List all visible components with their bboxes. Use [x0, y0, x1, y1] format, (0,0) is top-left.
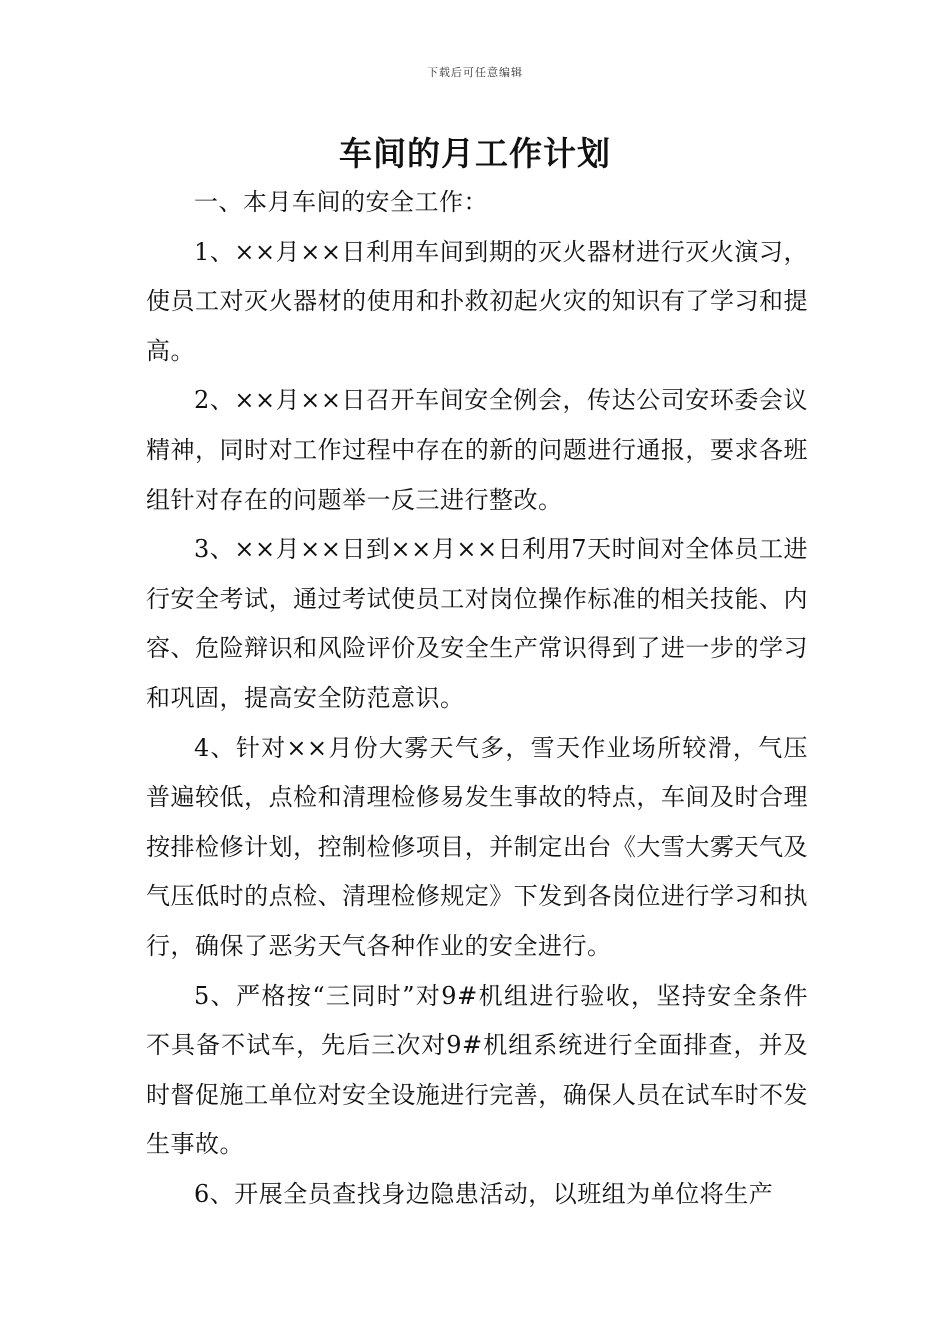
paragraph-item-3: 3、××月××日到××月××日利用7天时间对全体员工进行安全考试，通过考试使员工对岗位操作标准的相关技能、内容、危险辩识和风险评价及安全生产常识得到了进一步的学习和巩固，提高安全防范意识。	[146, 535, 808, 712]
section-heading-safety: 一、本月车间的安全工作：	[194, 188, 488, 216]
paragraph-item-6: 6、开展全员查找身边隐患活动，以班组为单位将生产	[194, 1179, 774, 1208]
paragraph-item-4: 4、针对××月份大雾天气多，雪天作业场所较滑，气压普遍较低，点检和清理检修易发生事故的特点，车间及时合理按排检修计划，控制检修项目，并制定出台《大雪大雾天气及气压低时的点检、清理检修规定》下发到各岗位进行学习和执行，确保了恶劣天气各种作业的安全进行。	[146, 733, 808, 960]
document-body	[146, 178, 808, 1219]
paragraph-item-5: 5、严格按“三同时”对9#机组进行验收，坚持安全条件不具备不试车，先后三次对9#机组系统进行全面排查，并及时督促施工单位对安全设施进行完善，确保人员在试车时不发生事故。	[146, 981, 808, 1159]
paragraph-item-1: 1、××月××日利用车间到期的灭火器材进行灭火演习，使员工对灭火器材的使用和扑救初起火灾的知识有了学习和提高。	[146, 237, 808, 365]
paragraph-item-2: 2、××月××日召开车间安全例会，传达公司安环委会议精神，同时对工作过程中存在的新的问题进行通报，要求各班组针对存在的问题举一反三进行整改。	[146, 386, 808, 514]
document-title: 车间的月工作计划	[339, 134, 611, 173]
header-note: 下载后可任意编辑	[427, 66, 523, 79]
